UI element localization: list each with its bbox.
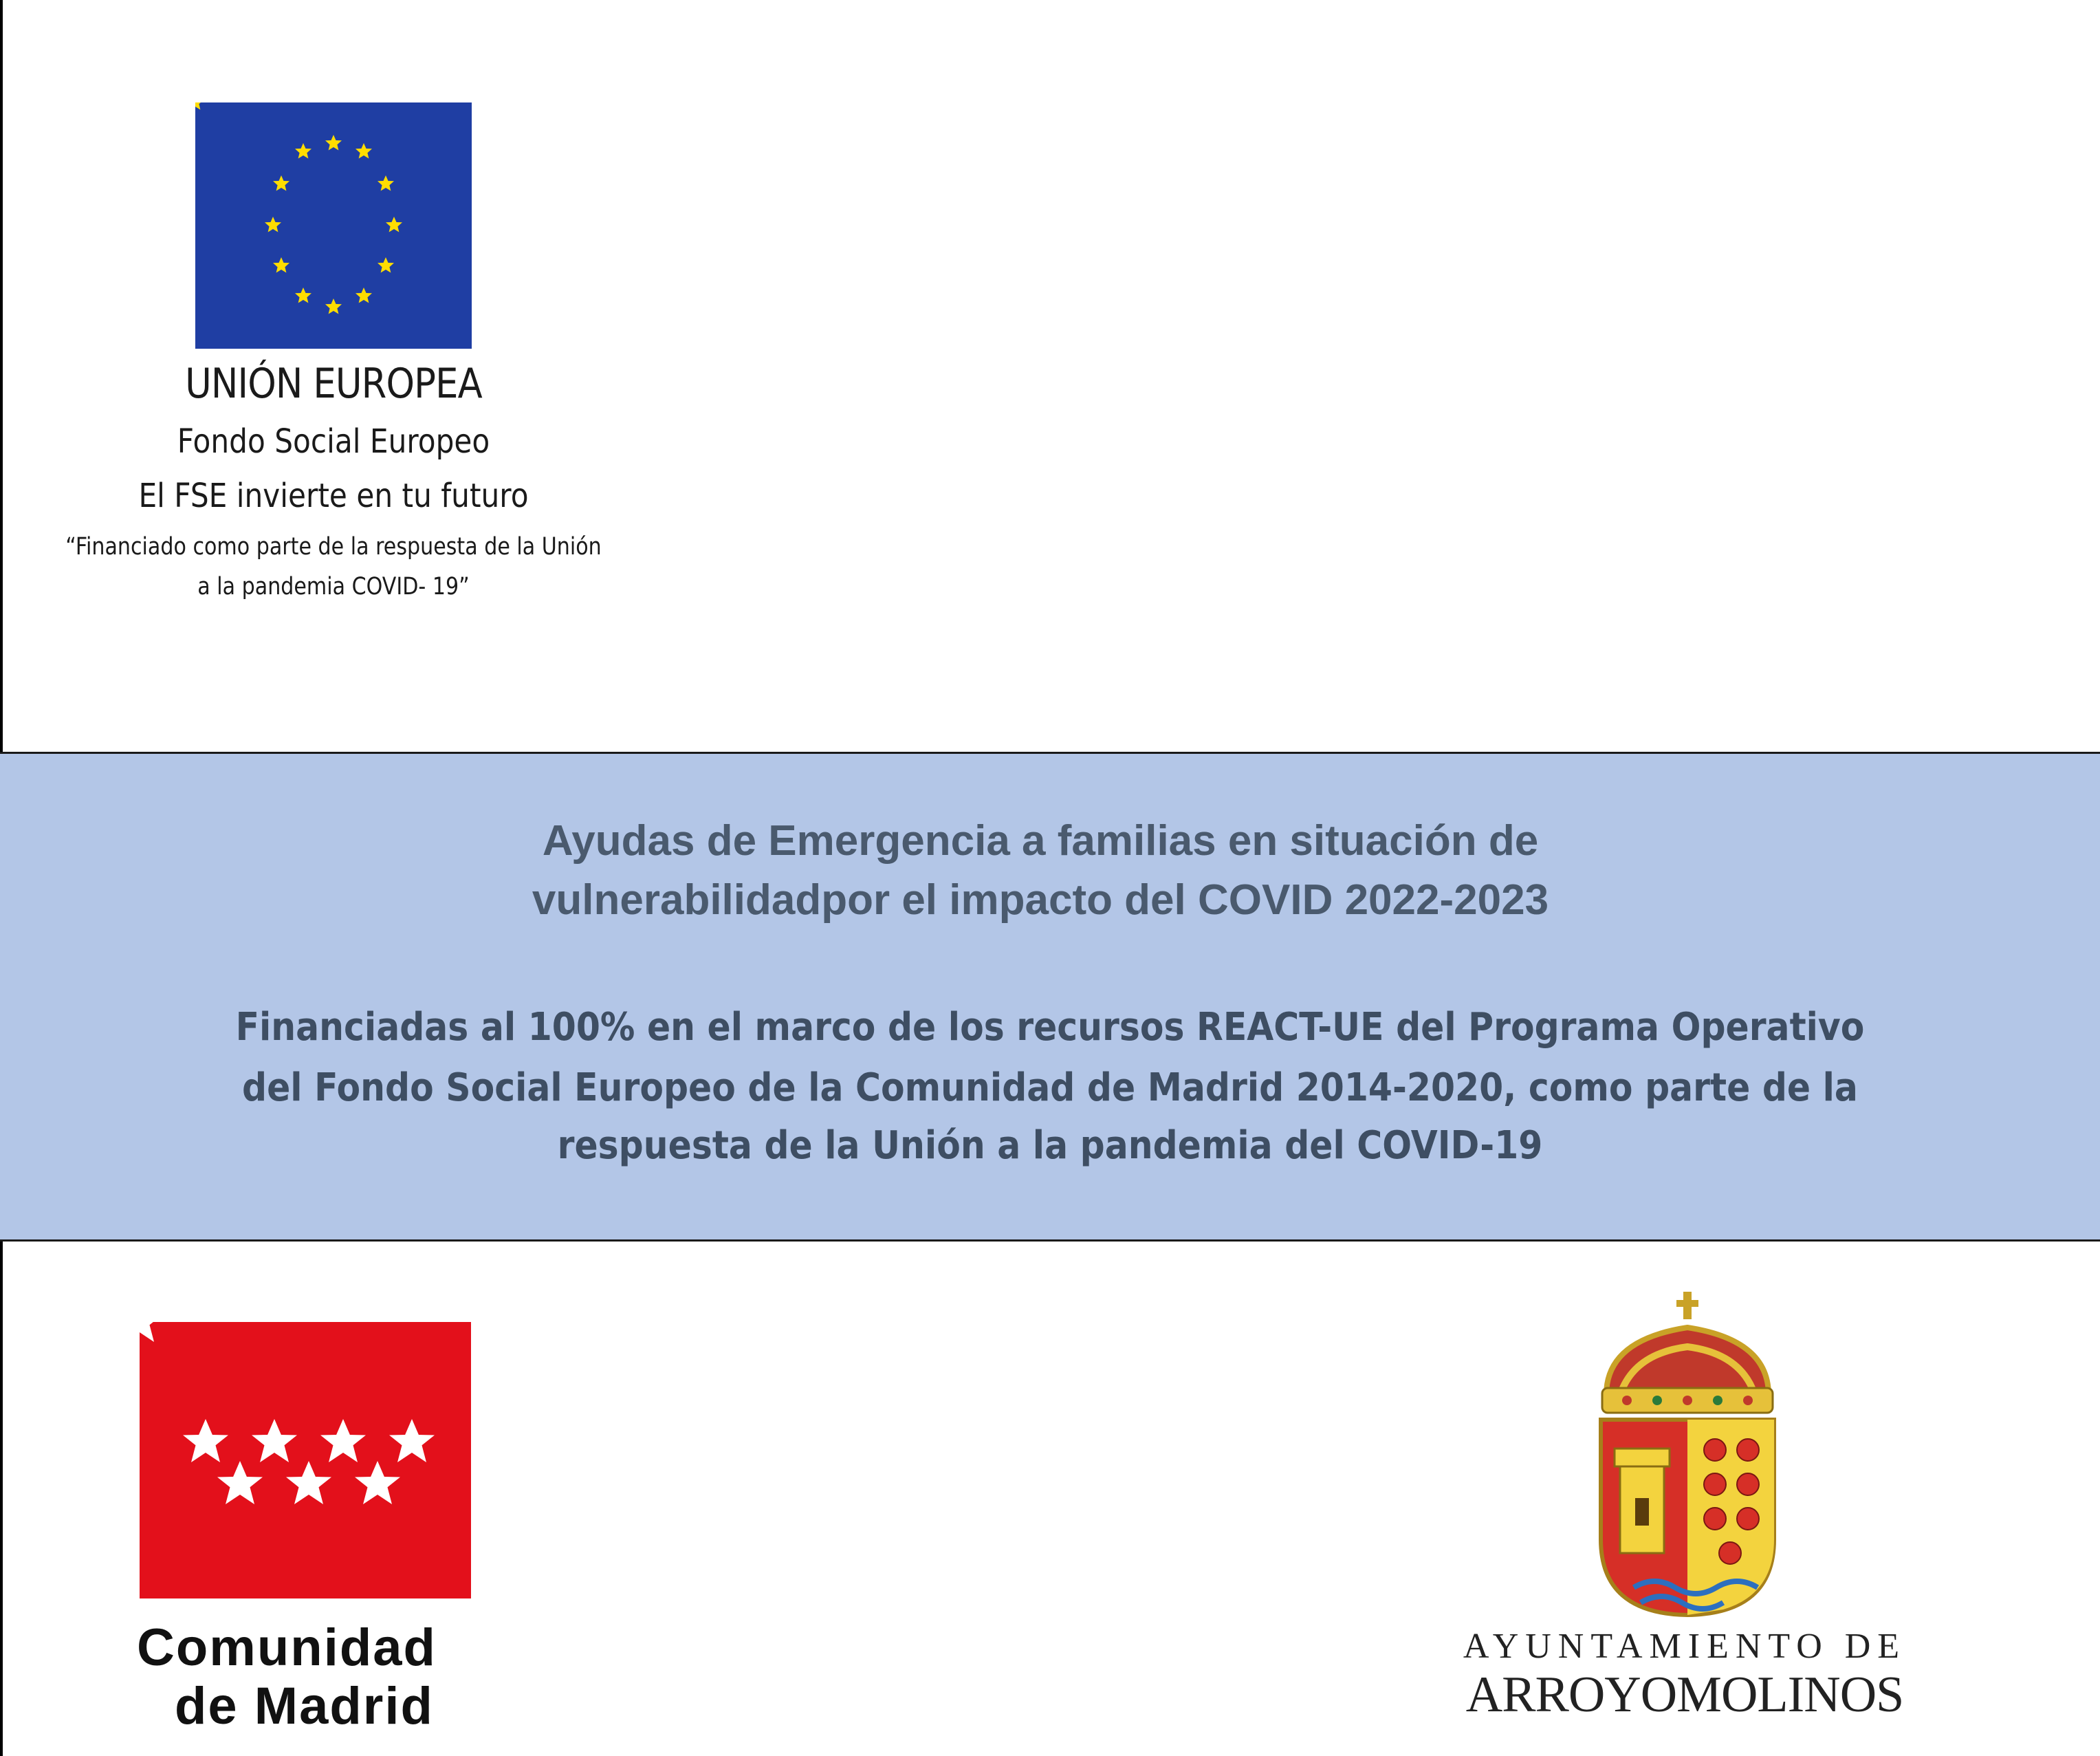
madrid-stars-icon	[140, 1322, 471, 1598]
eu-stars-icon	[195, 102, 472, 349]
band-title-line1: Ayudas de Emergencia a familias en situación de	[542, 817, 1539, 865]
band-sub-line2: del Fondo Social Europeo de la Comunidad de Madrid 2014-2020, como parte de la	[242, 1065, 1858, 1110]
eu-note-line1: “Financiado como parte de la respuesta de la Unión	[65, 533, 602, 561]
band-sub-line3: respuesta de la Unión a la pandemia del COVID-19	[557, 1123, 1543, 1168]
band-title-line2: vulnerabilidadpor el impacto del COVID 2022-2023	[532, 876, 1549, 924]
eu-note-line2: a la pandemia COVID- 19”	[197, 573, 470, 600]
band-sub-line1: Financiadas al 100% en el marco de los recursos REACT-UE del Programa Operativo	[235, 1005, 1865, 1050]
arroyomolinos-line2: ARROYOMOLINOS	[1465, 1667, 1904, 1723]
eu-flag-logo	[195, 102, 472, 349]
madrid-name-line1: Comunidad	[137, 1618, 437, 1677]
eu-title: UNIÓN EUROPEA	[185, 360, 482, 408]
arroyomolinos-crest-icon	[1593, 1292, 1782, 1619]
madrid-flag-logo	[140, 1322, 471, 1598]
madrid-name-line2: de Madrid	[175, 1677, 434, 1735]
eu-fund-name: Fondo Social Europeo	[177, 422, 490, 461]
arroyomolinos-line1: AYUNTAMIENTO DE	[1463, 1627, 1907, 1666]
eu-slogan: El FSE invierte en tu futuro	[138, 477, 529, 515]
